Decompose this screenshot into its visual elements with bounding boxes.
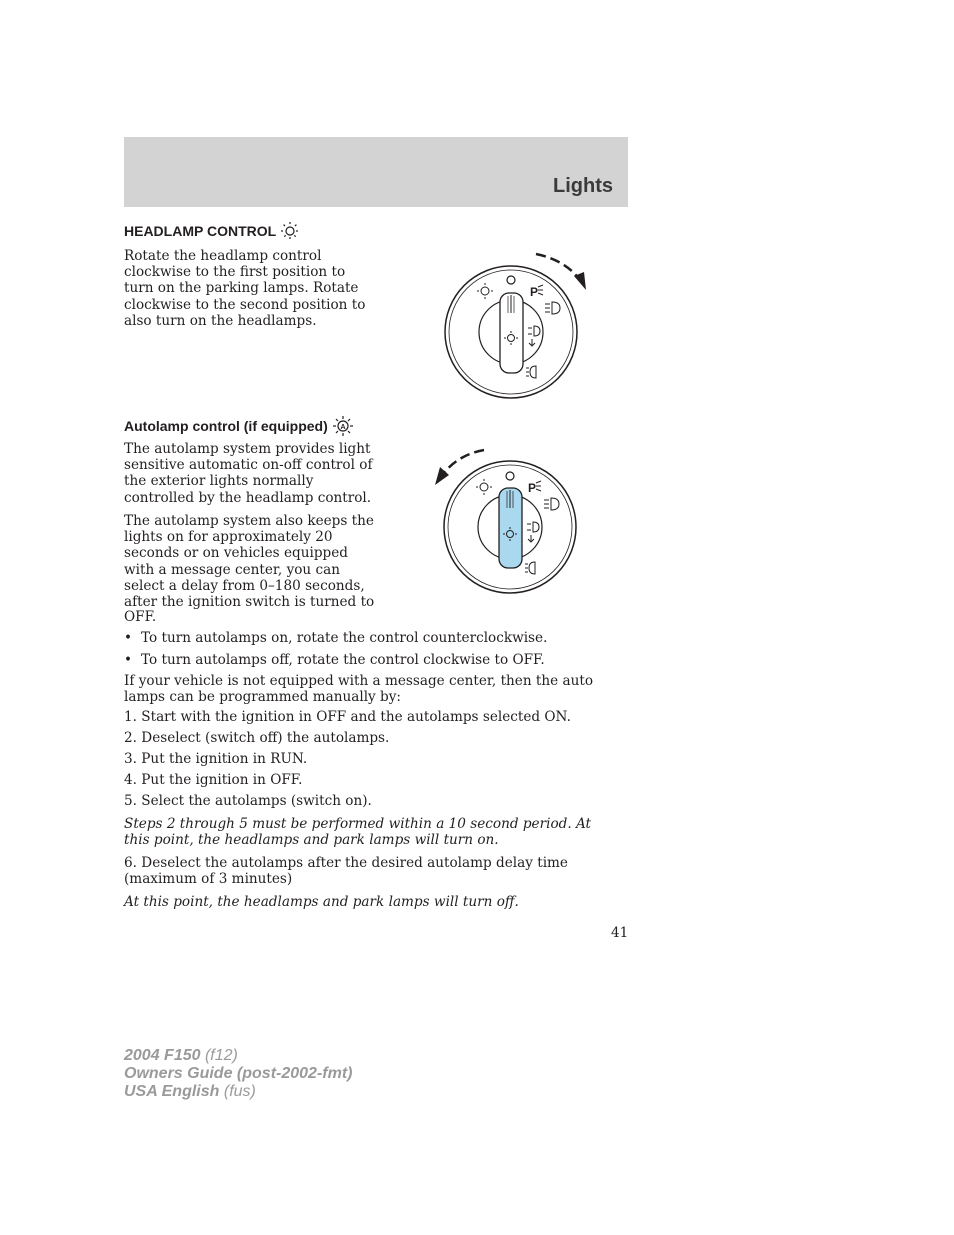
- headlamp-line-2: clockwise to the first position to: [124, 264, 346, 280]
- autolamp-p2-line-2: lights on for approximately 20: [124, 529, 333, 545]
- autolamp-p2-line-3: seconds or on vehicles equipped: [124, 545, 348, 561]
- note2: At this point, the headlamps and park lamps will turn off.: [124, 894, 519, 910]
- autolamp-control-heading: [124, 415, 354, 437]
- autolamp-control-title: Autolamp control (if equipped): [124, 418, 328, 434]
- dial1-autolamp-icon: [477, 283, 493, 299]
- step-6-line-1: 6. Deselect the autolamps after the desired autolamp delay time: [124, 855, 568, 871]
- headlamp-dial-figure: [430, 250, 600, 405]
- dial1-rear-fog-icon: [526, 366, 536, 378]
- autolamp-p2-line-4: with a message center, you can: [124, 562, 340, 578]
- dial1-park-label: P: [530, 285, 539, 299]
- bullet-text: To turn autolamps off, rotate the control clockwise to OFF.: [141, 652, 545, 668]
- step-3: 3. Put the ignition in RUN.: [124, 751, 308, 767]
- autolamp-p1-line-4: controlled by the headlamp control.: [124, 490, 372, 506]
- step-5: 5. Select the autolamps (switch on).: [124, 793, 372, 809]
- headlamp-sun-icon: [280, 221, 300, 241]
- headlamp-control-title: HEADLAMP CONTROL: [124, 223, 277, 239]
- dial2-park-label: P: [528, 481, 537, 495]
- step-6-line-2: (maximum of 3 minutes): [124, 871, 293, 887]
- manual-intro-line-2: lamps can be programmed manually by:: [124, 689, 402, 705]
- manual-intro-line-1: If your vehicle is not equipped with a message center, then the auto: [124, 673, 594, 689]
- dial2-autolamp-icon: [476, 479, 492, 495]
- autolamp-p2-line-5: select a delay from 0–180 seconds,: [124, 578, 365, 594]
- autolamp-p1-line-3: the exterior lights normally: [124, 473, 314, 489]
- dial2-rear-fog-icon: [525, 562, 535, 574]
- note1-line-1: Steps 2 through 5 must be performed within a 10 second period. At: [124, 816, 592, 832]
- headlamp-control-heading: [124, 221, 300, 241]
- autolamp-p2-line-7: OFF.: [124, 609, 157, 625]
- footer-language: USA English: [124, 1083, 220, 1100]
- autolamp-p2-line-1: The autolamp system also keeps the: [124, 513, 374, 529]
- svg-text:A: A: [340, 424, 346, 431]
- list-item: • To turn autolamps on, rotate the control counterclockwise.: [124, 630, 548, 646]
- autolamp-p1-line-2: sensitive automatic on-off control of: [124, 457, 373, 473]
- section-header-band: [124, 137, 628, 207]
- dial2-headlamp-icon: [544, 498, 559, 510]
- headlamp-line-5: also turn on the headlamps.: [124, 313, 317, 329]
- bullet-text: To turn autolamps on, rotate the control counterclockwise.: [141, 630, 548, 646]
- note1-line-2: this point, the headlamps and park lamps will turn on.: [124, 832, 499, 848]
- dial2-counterclockwise-arrow-icon: [435, 467, 449, 485]
- autolamp-p2-line-6: after the ignition switch is turned to: [124, 594, 375, 610]
- footer-language-code: (fus): [219, 1083, 256, 1100]
- dial1-headlamp-icon: [545, 302, 560, 314]
- autolamp-a-sun-icon: [332, 415, 354, 437]
- page-number: 41: [611, 925, 629, 941]
- step-2: 2. Deselect (switch off) the autolamps.: [124, 730, 390, 746]
- headlamp-line-1: Rotate the headlamp control: [124, 248, 322, 264]
- footer-model-code: (f12): [200, 1047, 238, 1064]
- step-1: 1. Start with the ignition in OFF and the autolamps selected ON.: [124, 709, 571, 725]
- headlamp-line-4: clockwise to the second position to: [124, 297, 366, 313]
- footer-guide: Owners Guide (post-2002-fmt): [124, 1065, 353, 1082]
- autolamp-dial-figure: [430, 445, 590, 600]
- footer-info: [124, 1047, 352, 1101]
- step-4: 4. Put the ignition in OFF.: [124, 772, 303, 788]
- headlamp-line-3: turn on the parking lamps. Rotate: [124, 280, 359, 296]
- footer-model: 2004 F150: [124, 1047, 201, 1064]
- list-item: • To turn autolamps off, rotate the control clockwise to OFF.: [124, 652, 545, 668]
- section-title: Lights: [553, 175, 613, 197]
- autolamp-p1-line-1: The autolamp system provides light: [124, 441, 371, 457]
